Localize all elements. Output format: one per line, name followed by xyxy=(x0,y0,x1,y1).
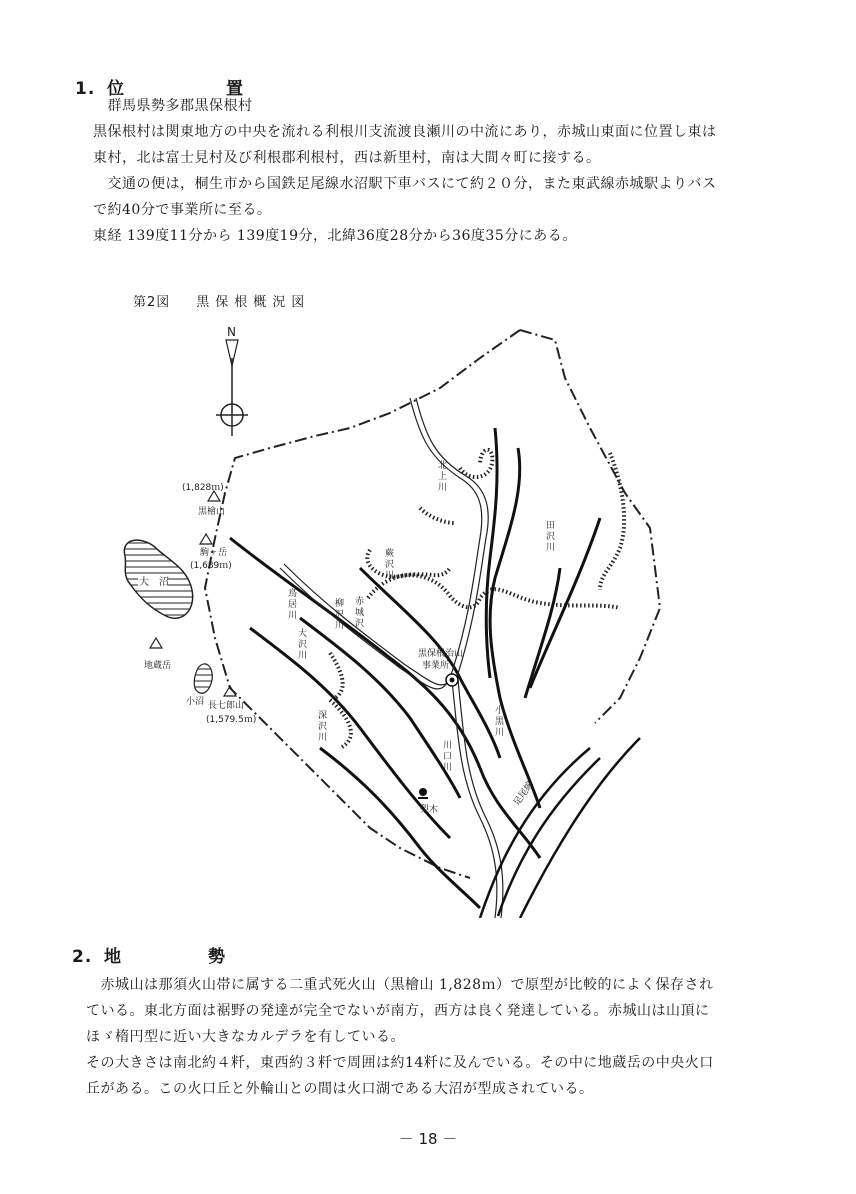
section-1-line: 黒保根村は関東地方の中央を流れる利根川支流渡良瀬川の中流にあり，赤城山東面に位置し東は xyxy=(93,124,717,140)
choshichiro-label: 長七郎山 xyxy=(208,701,245,711)
section-2-body xyxy=(86,972,776,1102)
peak-icon xyxy=(150,638,162,648)
section-1-line: 東経 139度11分から 139度19分，北緯36度28分から36度35分にある。 xyxy=(93,228,577,244)
river-label-r6: 大沢川 xyxy=(298,629,308,661)
ashio-line-label: 足尾線 xyxy=(512,779,536,808)
page-number: － 18 － xyxy=(398,1130,458,1148)
section-2-title-b: 勢 xyxy=(208,947,226,967)
river-label-r9: 川口川 xyxy=(443,741,453,773)
rivers xyxy=(230,428,600,908)
river-label-r5: 柳沢川 xyxy=(335,599,345,631)
village-marker-icon xyxy=(418,788,428,798)
peak-icon xyxy=(200,534,212,544)
river-label-r10: 赤城沢 xyxy=(355,597,365,629)
office-label: 黒保根治山 xyxy=(418,649,464,659)
jizodake-label: 地蔵岳 xyxy=(144,661,172,671)
kurohone-overview-map xyxy=(100,318,740,918)
section-2-title-a: 地 xyxy=(104,947,122,967)
north-arrow-icon xyxy=(216,340,248,436)
section-1-number: 1. xyxy=(75,79,96,99)
section-2-number: 2. xyxy=(72,947,93,967)
section-1-line: 交通の便は，桐生市から国鉄足尾線水沼駅下車バスにて約２０分，また東武線赤城駅よりバス xyxy=(93,176,717,192)
river-label-r1: 北上川 xyxy=(438,461,448,493)
river-label-r3: 蕨沢川 xyxy=(385,549,395,581)
konuma-label: 小沼 xyxy=(186,697,205,707)
river-label-r8: 小黒川 xyxy=(495,706,505,738)
komagatake-elevation-label: (1,689ｍ) xyxy=(190,561,232,571)
section-1-body xyxy=(93,93,759,249)
office-label-2: 事業所 xyxy=(422,661,450,671)
section-1-title-a: 位 xyxy=(107,79,125,99)
section-2-line: 丘がある。この火口丘と外輪山との間は火口湖である大沼が型成されている。 xyxy=(86,1081,594,1097)
section-2-line: ほゞ楕円型に近い大きなカルデラを有している。 xyxy=(86,1029,405,1045)
river-label-r7: 深沢川 xyxy=(318,711,328,743)
onuma-label: 大 沼 xyxy=(139,577,169,588)
office-marker-icon xyxy=(446,674,458,686)
kurobi-label: 黒檜山 xyxy=(198,507,226,517)
section-2-heading xyxy=(72,942,372,967)
section-1-line: で約40分で事業所に至る。 xyxy=(93,202,272,218)
section-2-line: 赤城山は那須火山帯に属する二重式死火山（黒檜山 1,828ｍ）で原型が比較的によく保存され xyxy=(86,977,714,993)
figure-caption xyxy=(133,291,310,310)
section-2-line: ている。東北方面は裾野の発達が完全でないが南方，西方は良く発達している。赤城山は山頂に xyxy=(86,1003,710,1019)
section-2-line: その大きさは南北約４粁，東西約３粁で周囲は約14粁に及んでいる。その中に地蔵岳の中央火口 xyxy=(86,1055,714,1071)
ashio-railway xyxy=(480,738,640,918)
choshichiro-elevation-label: (1,579.5ｍ) xyxy=(206,715,257,725)
section-1-line: 群馬県勢多郡黒保根村 xyxy=(93,98,253,114)
figure-number: 第2図 xyxy=(133,295,171,310)
river-label-r2: 田沢川 xyxy=(546,521,556,553)
north-label: N xyxy=(227,325,236,339)
section-1-line: 東村，北は富士見村及び利根郡利根村，西は新里村，南は大間々町に接する。 xyxy=(93,150,601,166)
section-1-title-b: 置 xyxy=(226,79,244,99)
figure-title: 黒保根概況図 xyxy=(196,295,311,310)
konuma-lake xyxy=(194,664,212,693)
komagatake-label: 駒ヶ岳 xyxy=(200,548,228,558)
river-label-r4: 鳥居川 xyxy=(288,589,298,621)
kurobi-elevation-label: (1,828ｍ) xyxy=(182,483,224,493)
nashigi-label: 梨木 xyxy=(420,805,439,815)
